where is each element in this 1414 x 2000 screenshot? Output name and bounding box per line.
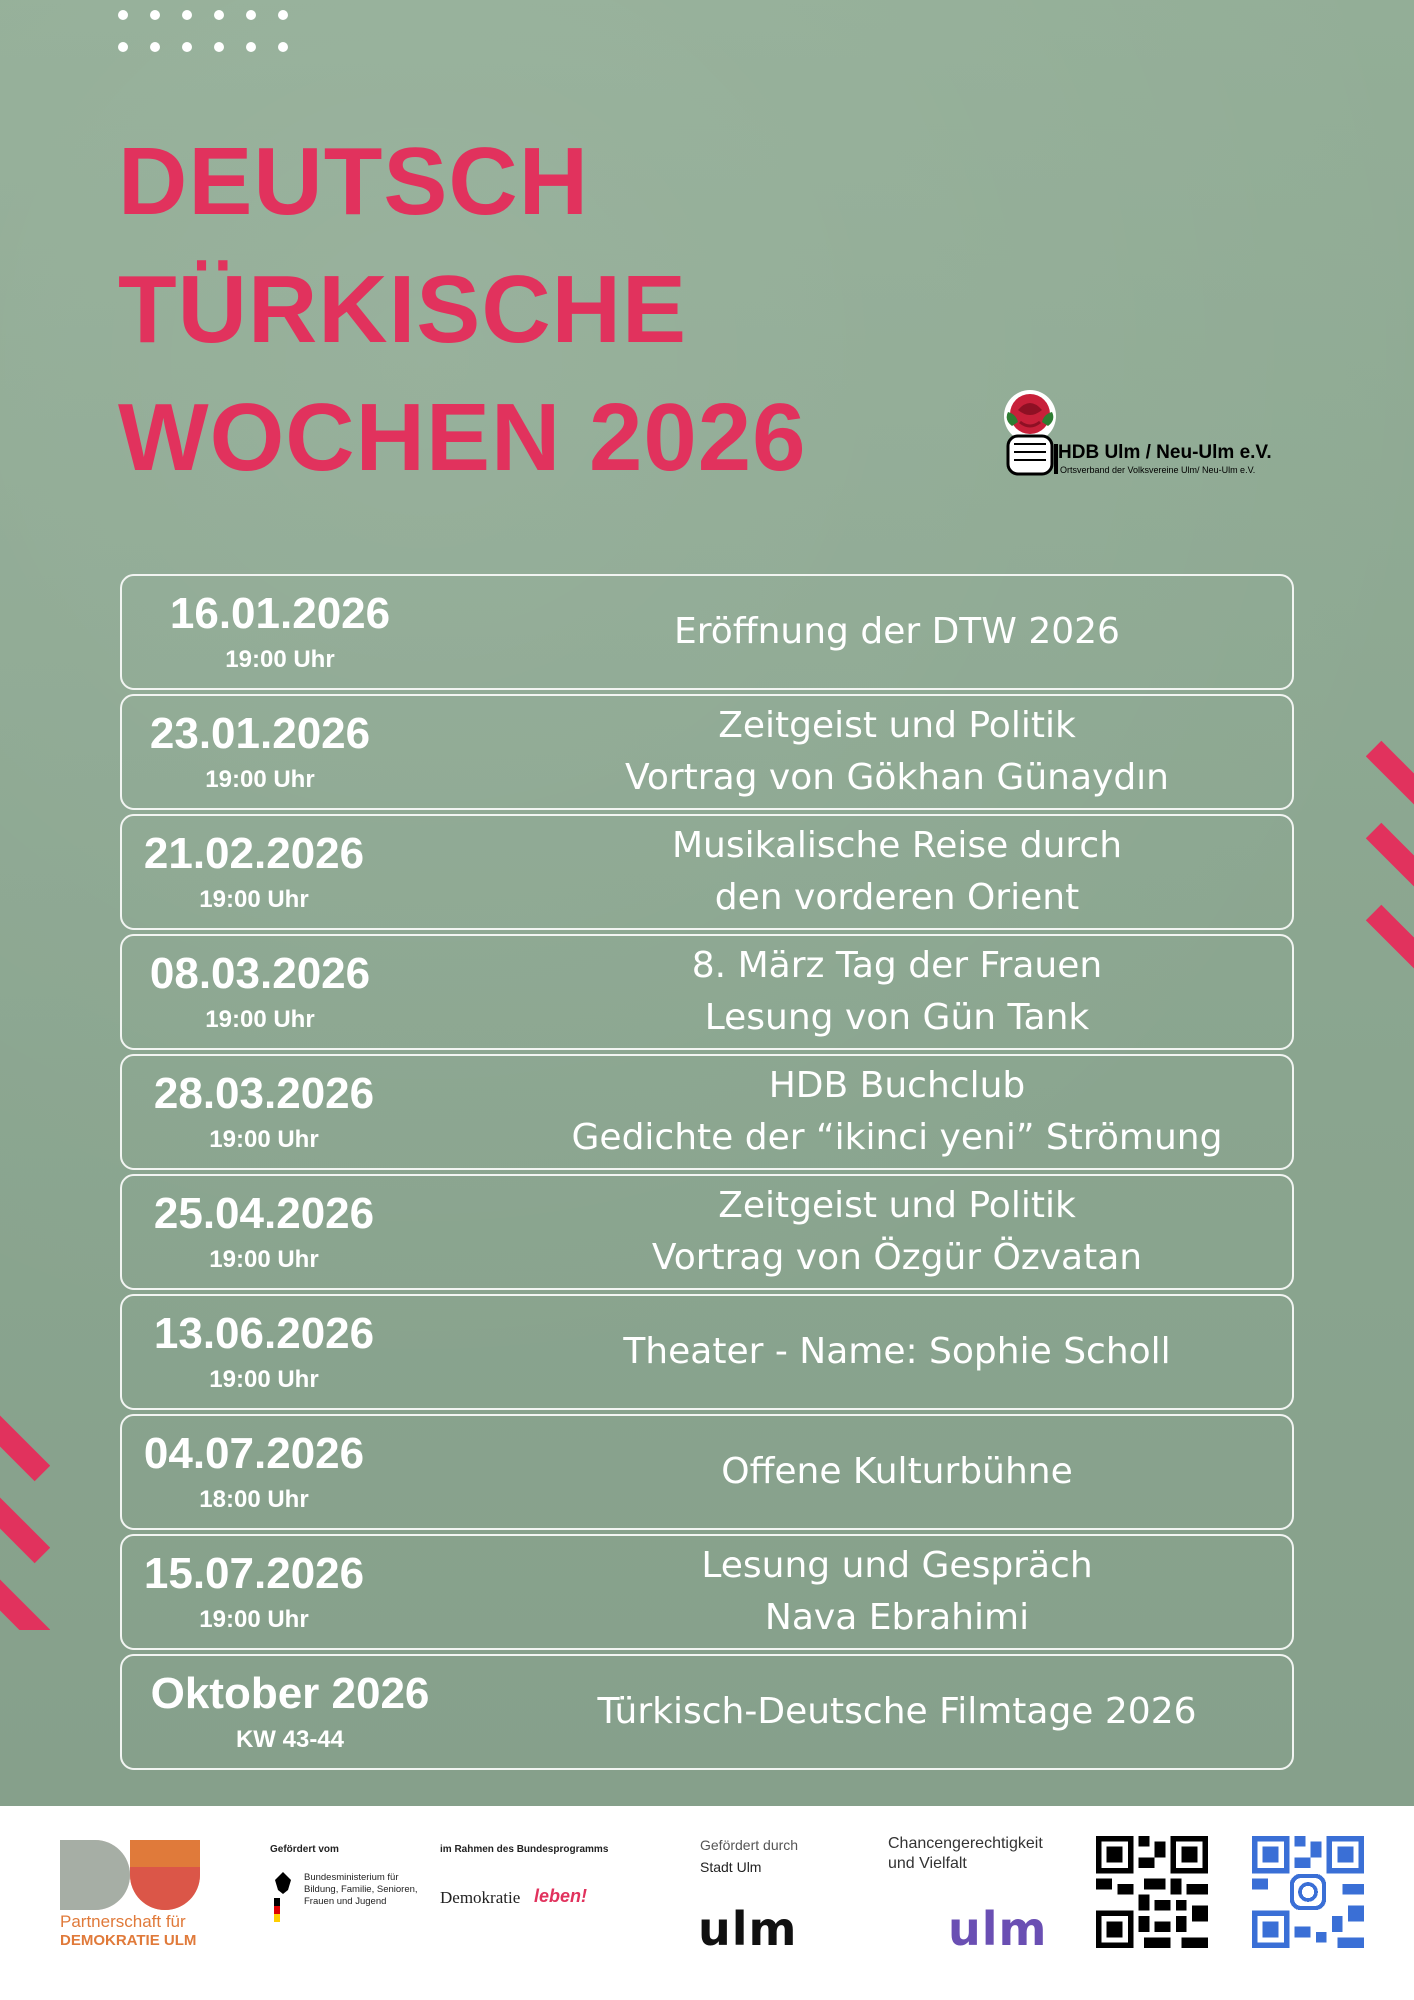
- event-row: [120, 1294, 1294, 1410]
- event-time: 19:00 Uhr: [205, 766, 315, 793]
- event-list: [120, 574, 1294, 1774]
- event-description: [542, 816, 1252, 928]
- event-title-line: Vortrag von Özgür Özvatan: [651, 1237, 1143, 1278]
- event-title-line: Vortrag von Gökhan Günaydın: [625, 757, 1169, 798]
- event-date: 28.03.2026: [153, 1069, 375, 1118]
- decorative-stripes-left: [0, 1380, 50, 1630]
- ulm-logo: ulm: [698, 1902, 798, 1956]
- event-row: [120, 1654, 1294, 1770]
- event-date: 16.01.2026: [169, 589, 391, 638]
- decorative-stripes-right: [1366, 740, 1414, 980]
- event-title-line: Theater - Name: Sophie Scholl: [623, 1331, 1171, 1372]
- event-time: KW 43-44: [235, 1726, 345, 1753]
- stadt-ulm-label: Stadt Ulm: [700, 1859, 762, 1875]
- event-date: 23.01.2026: [149, 709, 371, 758]
- sponsor-footer: [0, 1806, 1414, 2000]
- poster-title: [118, 118, 807, 502]
- event-row: [120, 934, 1294, 1050]
- gefoerdert-durch-label: Gefördert durch: [700, 1837, 799, 1853]
- decorative-dots: [118, 6, 298, 58]
- event-date: 15.07.2026: [143, 1549, 365, 1598]
- gefoerdert-vom-label: Gefördert vom: [270, 1844, 339, 1855]
- event-description: [542, 1656, 1252, 1768]
- event-title-line: Lesung und Gespräch: [701, 1545, 1093, 1586]
- event-date: 08.03.2026: [149, 949, 371, 998]
- partnership-line-2: DEMOKRATIE ULM: [60, 1932, 197, 1949]
- event-row: [120, 1174, 1294, 1290]
- event-time: 19:00 Uhr: [209, 1246, 319, 1273]
- event-title-line: den vorderen Orient: [714, 877, 1080, 918]
- rose-fist-logo-icon: [990, 386, 1070, 486]
- chancen-line-1: Chancengerechtigkeit: [888, 1835, 1043, 1852]
- event-row: [120, 574, 1294, 690]
- instagram-qr-code-icon[interactable]: [1252, 1836, 1364, 1948]
- event-row: [120, 1414, 1294, 1530]
- event-date: 04.07.2026: [143, 1429, 365, 1478]
- event-description: [542, 1056, 1252, 1168]
- organizer-subtitle: Ortsverband der Volksvereine Ulm/ Neu-Ulm e.V.: [1060, 465, 1256, 475]
- ministry-name: Bundesministerium für Bildung, Familie, Senioren, Frauen und Jugend: [304, 1872, 418, 1907]
- event-row: [120, 1054, 1294, 1170]
- demokratie-label: Demokratie: [440, 1888, 521, 1907]
- event-date: 21.02.2026: [143, 829, 365, 878]
- event-description: [542, 1416, 1252, 1528]
- event-description: [542, 1296, 1252, 1408]
- event-time: 19:00 Uhr: [205, 1006, 315, 1033]
- im-rahmen-label: im Rahmen des Bundesprogramms: [440, 1844, 609, 1855]
- event-title-line: Eröffnung der DTW 2026: [674, 611, 1120, 652]
- event-row: [120, 814, 1294, 930]
- event-description: [542, 1176, 1252, 1288]
- leben-label: leben!: [534, 1886, 588, 1906]
- event-title-line: Zeitgeist und Politik: [718, 705, 1076, 746]
- event-description: [542, 576, 1252, 688]
- event-title-line: HDB Buchclub: [768, 1065, 1026, 1106]
- event-description: [542, 696, 1252, 808]
- event-time: 19:00 Uhr: [199, 886, 309, 913]
- federal-eagle-icon: [268, 1868, 298, 1928]
- title-line-3: WOCHEN 2026: [118, 384, 807, 491]
- event-row: [120, 694, 1294, 810]
- event-date: Oktober 2026: [150, 1669, 430, 1718]
- chancen-line-2: und Vielfalt: [888, 1855, 967, 1872]
- event-description: [542, 936, 1252, 1048]
- event-title-line: Nava Ebrahimi: [764, 1597, 1030, 1638]
- event-description: [542, 1536, 1252, 1648]
- event-title-line: Offene Kulturbühne: [721, 1451, 1073, 1492]
- event-date: 25.04.2026: [153, 1189, 375, 1238]
- event-title-line: Zeitgeist und Politik: [718, 1185, 1076, 1226]
- event-date: 13.06.2026: [153, 1309, 375, 1358]
- event-time: 18:00 Uhr: [199, 1486, 309, 1513]
- event-title-line: Türkisch-Deutsche Filmtage 2026: [597, 1691, 1197, 1732]
- event-row: [120, 1534, 1294, 1650]
- event-time: 19:00 Uhr: [209, 1126, 319, 1153]
- organizer-name: HDB Ulm / Neu-Ulm e.V.: [1058, 442, 1272, 463]
- event-time: 19:00 Uhr: [199, 1606, 309, 1633]
- ulm-vielfalt-logo: ulm: [948, 1902, 1048, 1956]
- qr-code-icon[interactable]: [1096, 1836, 1208, 1948]
- title-line-2: TÜRKISCHE: [118, 256, 688, 363]
- hdb-logo: [990, 386, 1300, 486]
- event-title-line: Lesung von Gün Tank: [704, 997, 1090, 1038]
- event-time: 19:00 Uhr: [225, 646, 335, 673]
- title-line-1: DEUTSCH: [118, 128, 590, 235]
- event-time: 19:00 Uhr: [209, 1366, 319, 1393]
- event-title-line: 8. März Tag der Frauen: [691, 945, 1103, 986]
- event-title-line: Musikalische Reise durch: [671, 825, 1123, 866]
- event-title-line: Gedichte der “ikinci yeni” Strömung: [571, 1117, 1223, 1158]
- partnership-line-1: Partnerschaft für: [60, 1912, 186, 1931]
